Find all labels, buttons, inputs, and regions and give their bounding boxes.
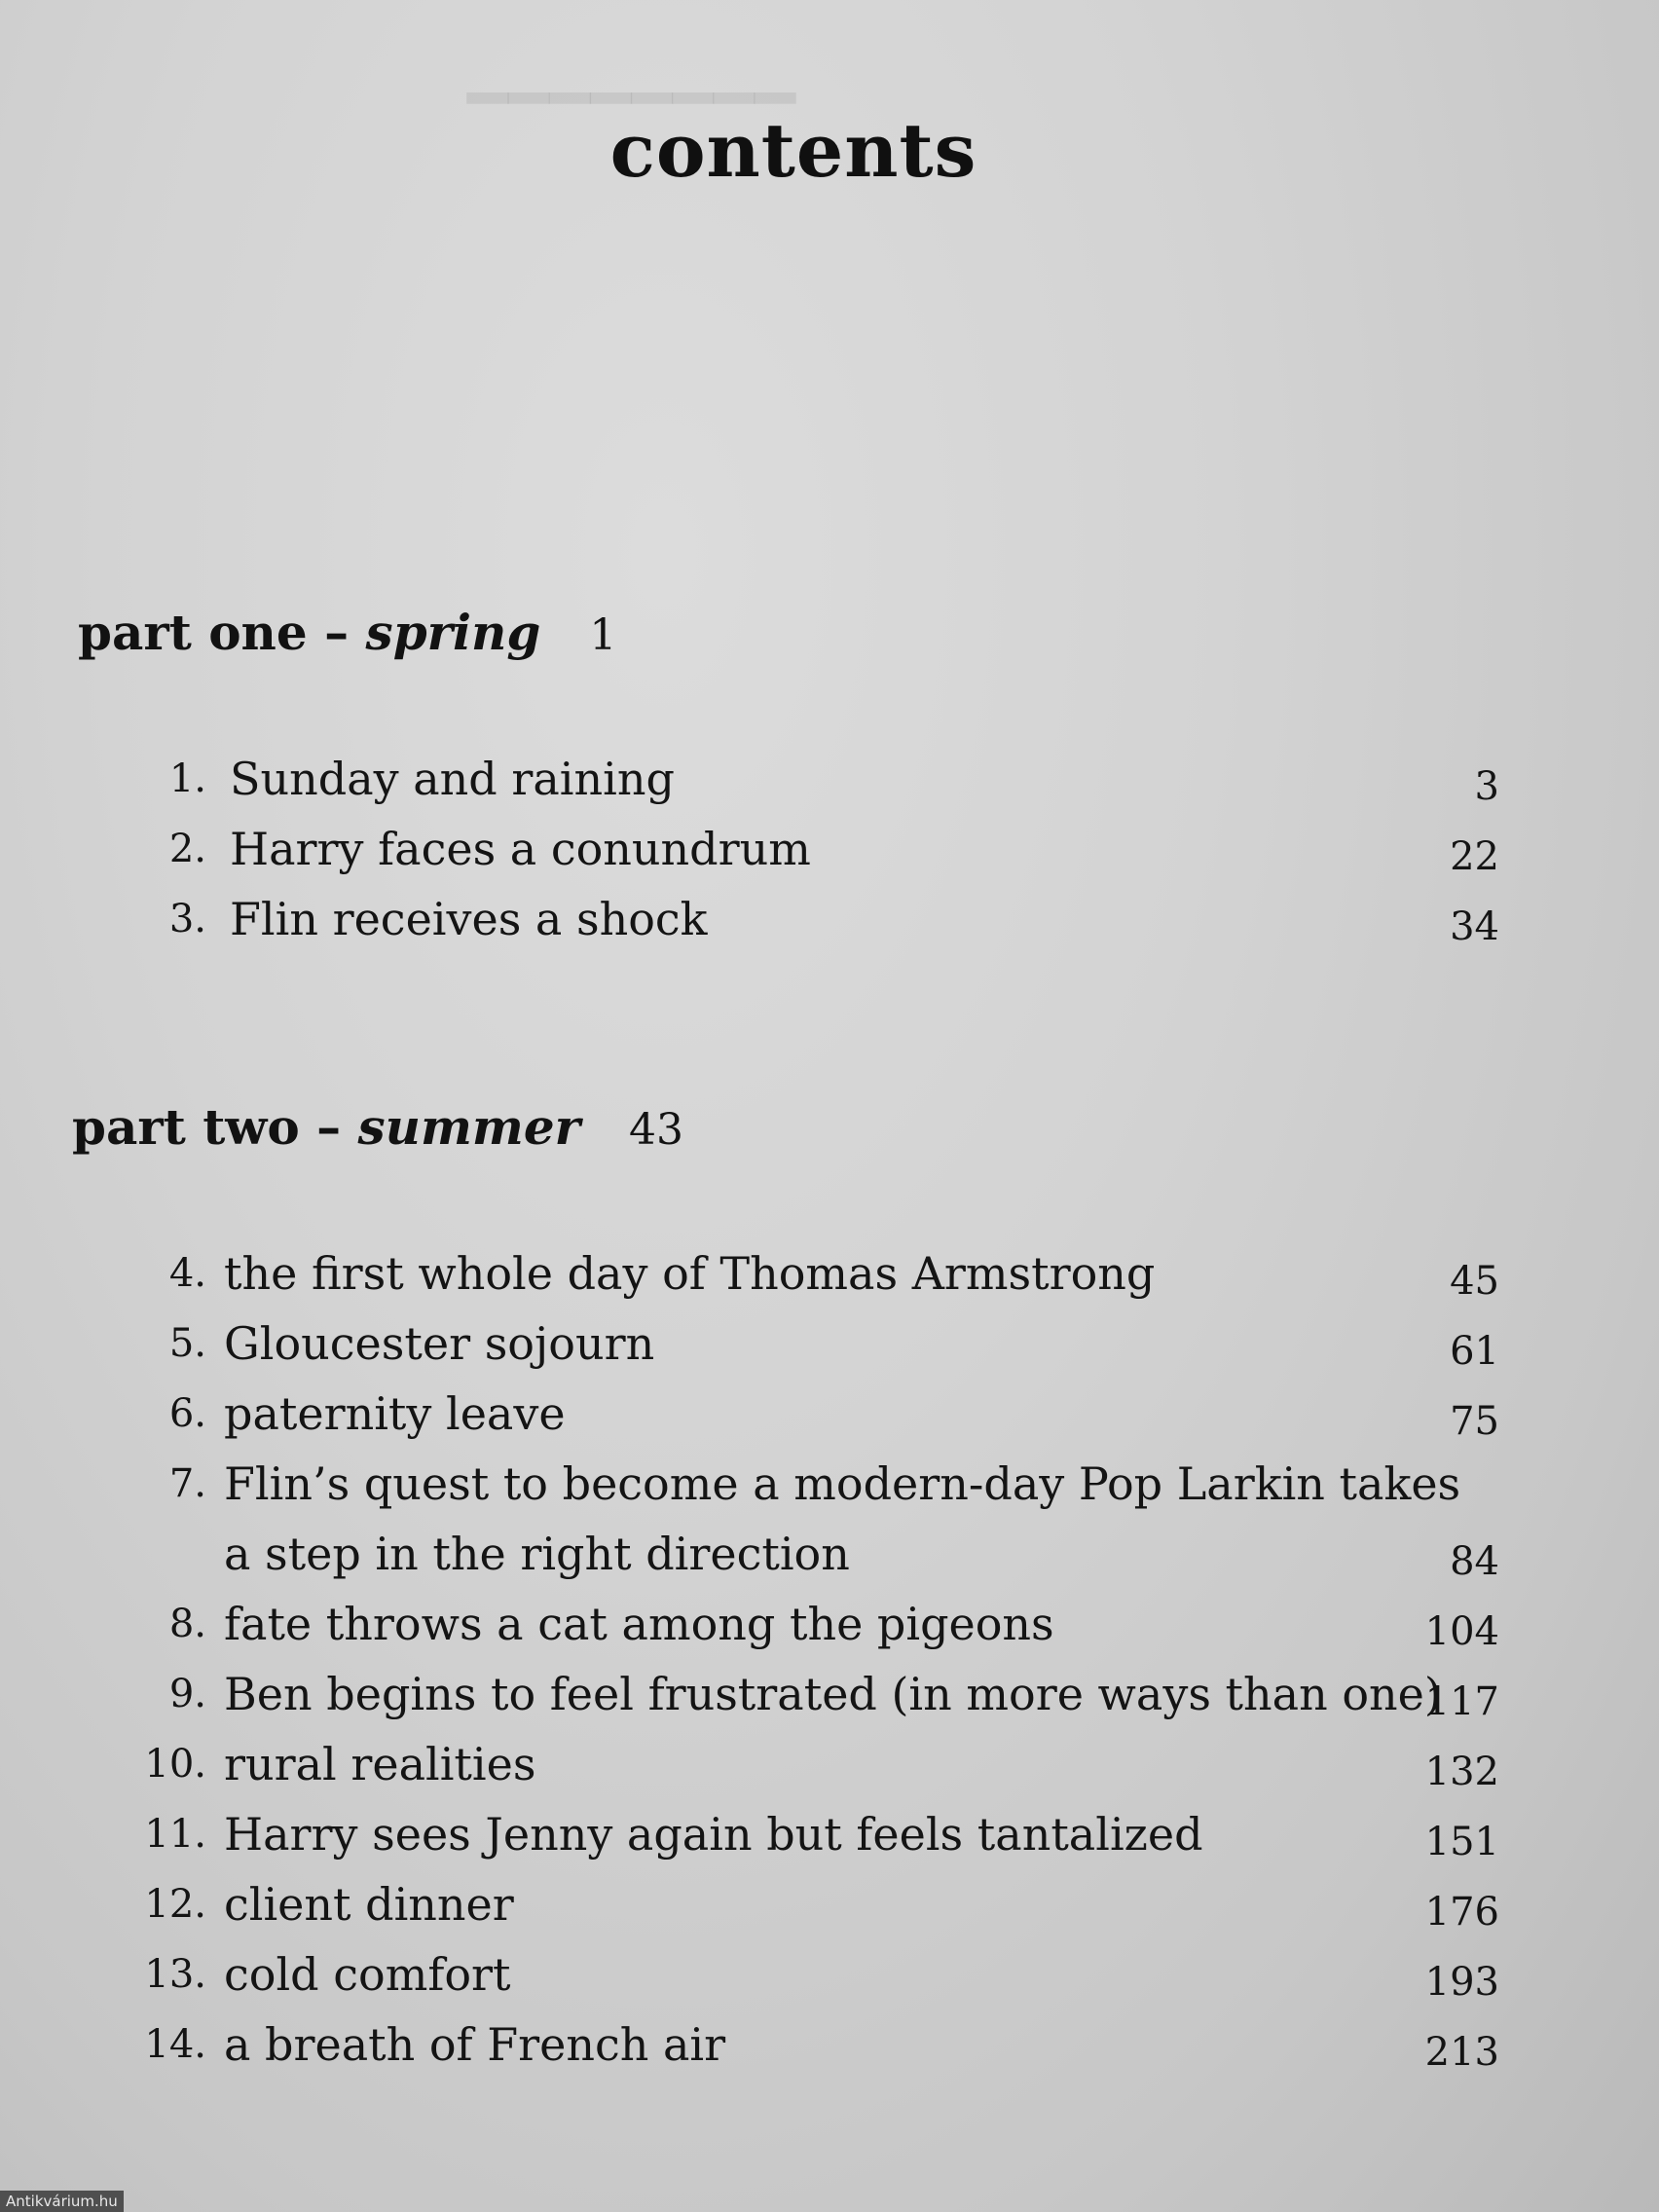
page-title: contents	[609, 107, 977, 194]
chapter-row	[0, 2009, 1519, 2080]
chapter-page: 22	[1450, 834, 1499, 879]
chapter-page: 45	[1450, 1259, 1499, 1304]
part-two-season: summer	[357, 1098, 580, 1156]
chapter-row	[0, 1238, 1519, 1309]
chapter-page: 84	[1450, 1539, 1499, 1584]
chapter-title: Gloucester sojourn	[224, 1317, 655, 1370]
chapter-number: 13.	[144, 1952, 206, 1997]
chapter-title: paternity leave	[224, 1387, 566, 1440]
chapter-title: Flin’s quest to become a modern-day Pop Larkin takes	[224, 1457, 1461, 1510]
chapter-page: 151	[1424, 1820, 1499, 1864]
chapter-page: 34	[1450, 904, 1499, 949]
chapter-number: 11.	[144, 1812, 206, 1857]
chapter-page: 75	[1450, 1399, 1499, 1444]
chapter-row	[0, 1309, 1519, 1379]
chapter-row	[0, 1869, 1519, 1939]
chapter-title: Harry faces a conundrum	[230, 823, 811, 875]
chapter-number: 10.	[144, 1742, 206, 1787]
chapter-number: 2.	[168, 827, 206, 871]
part-one-label: part one –	[78, 604, 366, 661]
chapter-title: a step in the right direction	[224, 1528, 850, 1580]
chapter-row	[0, 744, 1519, 814]
chapter-row	[0, 884, 1519, 954]
chapter-title: Flin receives a shock	[230, 893, 708, 945]
chapter-number: 8.	[168, 1602, 206, 1646]
watermark: Antikvárium.hu	[0, 2191, 124, 2212]
chapter-row	[0, 1589, 1519, 1659]
chapter-page: 176	[1424, 1890, 1499, 1935]
chapter-number: 7.	[168, 1461, 206, 1506]
part-two-heading	[72, 1098, 683, 1156]
chapter-row	[0, 1379, 1519, 1449]
chapter-title: cold comfort	[224, 1948, 511, 2001]
chapter-number: 12.	[144, 1882, 206, 1927]
chapter-title: Sunday and raining	[230, 753, 675, 805]
chapter-row	[0, 1449, 1519, 1519]
chapter-row-continuation	[0, 1519, 1519, 1589]
chapter-row	[0, 1939, 1519, 2009]
chapter-title: Harry sees Jenny again but feels tantalized	[224, 1808, 1203, 1861]
chapter-page: 213	[1424, 2030, 1499, 2075]
chapter-row	[0, 1729, 1519, 1799]
part-two-page: 43	[628, 1105, 683, 1155]
part-one-heading	[78, 604, 616, 661]
chapter-number: 6.	[168, 1391, 206, 1436]
chapter-title: rural realities	[224, 1738, 536, 1790]
chapter-row	[0, 1659, 1519, 1729]
chapter-page: 104	[1424, 1609, 1499, 1654]
chapter-number: 14.	[144, 2022, 206, 2067]
chapter-title: a breath of French air	[224, 2018, 726, 2071]
chapter-page: 132	[1424, 1750, 1499, 1794]
chapter-number: 1.	[168, 756, 206, 801]
chapter-number: 5.	[168, 1321, 206, 1366]
chapter-page: 193	[1424, 1960, 1499, 2005]
chapter-title: the first whole day of Thomas Armstrong	[224, 1247, 1156, 1300]
chapter-page: 61	[1450, 1329, 1499, 1374]
part-one-chapter-list	[0, 744, 1519, 954]
chapter-page: 3	[1474, 764, 1499, 809]
chapter-row	[0, 1799, 1519, 1869]
part-one-season: spring	[365, 604, 541, 661]
part-two-chapter-list	[0, 1238, 1519, 2080]
chapter-number: 4.	[168, 1251, 206, 1296]
chapter-row	[0, 814, 1519, 884]
chapter-title: Ben begins to feel frustrated (in more ways than one)	[224, 1668, 1442, 1720]
part-two-label: part two –	[72, 1098, 358, 1156]
chapter-title: client dinner	[224, 1878, 514, 1931]
chapter-page: 117	[1424, 1679, 1499, 1724]
chapter-number: 3.	[168, 897, 206, 941]
chapter-title: fate throws a cat among the pigeons	[224, 1598, 1054, 1650]
chapter-number: 9.	[168, 1672, 206, 1716]
part-one-page: 1	[589, 610, 617, 660]
show-through-shadow: ━━━━━━━━	[467, 58, 796, 138]
